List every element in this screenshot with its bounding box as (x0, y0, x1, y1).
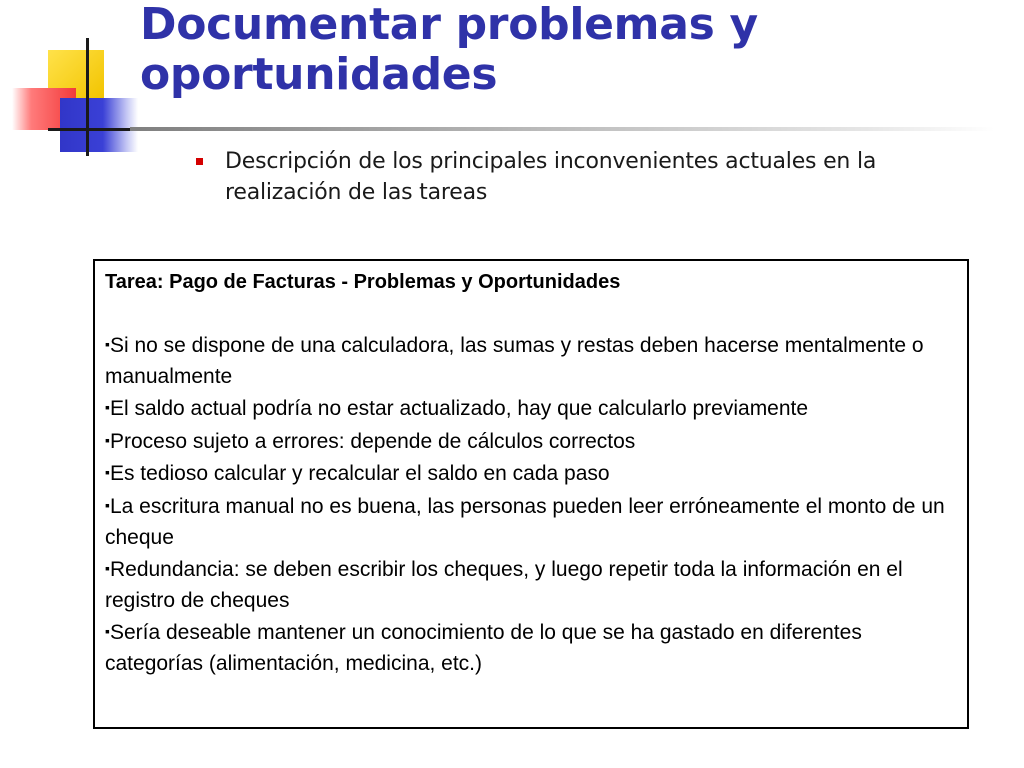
list-item (105, 329, 957, 392)
list-item-text: La escritura manual no es buena, las personas pueden leer erróneamente el monto de un cheque (105, 494, 945, 549)
list-item-text: Si no se dispone de una calculadora, las sumas y restas deben hacerse mentalmente o manualmente (105, 334, 924, 388)
square-bullet-icon: ▪ (105, 560, 110, 577)
square-bullet-icon: ▪ (105, 496, 110, 513)
list-item-text: Es tedioso calcular y recalcular el saldo en cada paso (109, 462, 610, 486)
square-bullet-icon: ▪ (105, 464, 110, 481)
title-divider (130, 127, 995, 131)
list-item (105, 616, 957, 679)
square-bullet-icon: ▪ (105, 623, 110, 640)
list-item-text: Redundancia: se deben escribir los cheques, y luego repetir toda la información en el registro de cheques (105, 558, 903, 612)
bullet-square-icon (196, 158, 203, 165)
logo-horizontal-line (48, 128, 142, 131)
list-item (105, 392, 957, 425)
box-item-list (105, 329, 957, 680)
square-bullet-icon: ▪ (105, 431, 110, 448)
list-item (105, 457, 957, 490)
logo-blue-square (60, 98, 138, 152)
square-bullet-icon: ▪ (105, 399, 110, 416)
logo-vertical-line (86, 38, 89, 156)
list-item-text: Sería deseable mantener un conocimiento de lo que se ha gastado en diferentes categorías (alimentación, medicina, etc.) (105, 621, 862, 675)
box-title: Tarea: Pago de Facturas - Problemas y Oportunidades (105, 271, 621, 293)
content-box (93, 259, 969, 729)
bullet-text: Descripción de los principales inconvenientes actuales en la realización de las tareas (225, 149, 877, 205)
list-item-text: Proceso sujeto a errores: depende de cálculos correctos (109, 429, 636, 453)
slide-logo-decoration (0, 0, 140, 170)
square-bullet-icon: ▪ (105, 336, 110, 352)
list-item-text: El saldo actual podría no estar actualizado, hay que calcularlo previamente (109, 397, 809, 421)
slide-bullet (196, 146, 996, 208)
list-item (105, 425, 957, 458)
list-item (105, 490, 957, 553)
slide-title: Documentar problemas y oportunidades (140, 0, 758, 100)
list-item (105, 553, 957, 616)
